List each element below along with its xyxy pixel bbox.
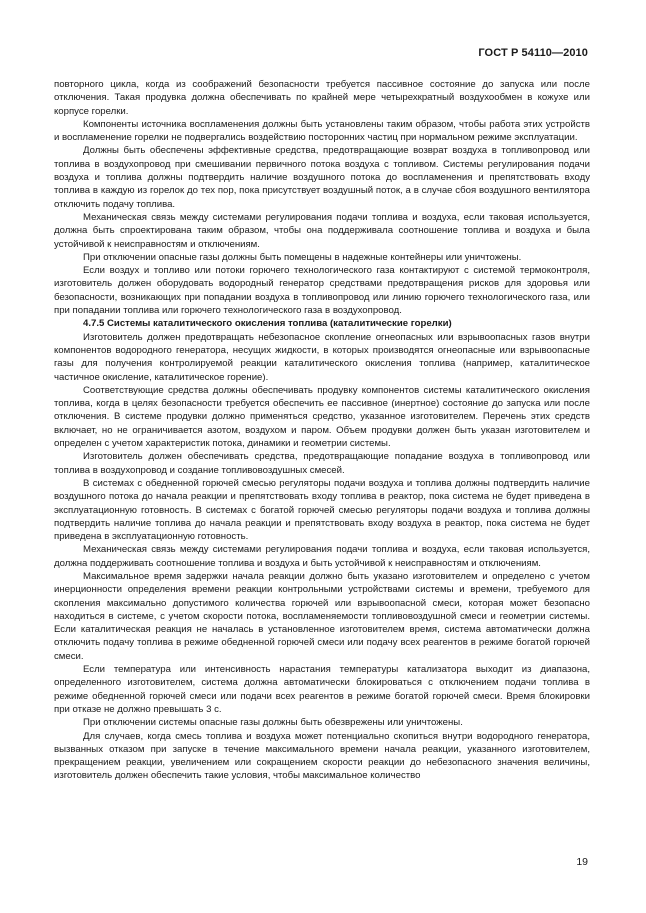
body-text xyxy=(54,78,590,783)
paragraph: Механическая связь между системами регулирования подачи топлива и воздуха, если таковая используется, должна быть спроектирована таким образом, чтобы она поддерживала соотношение топлива и воздуха и была устойчивой к неисправностям и отключениям. xyxy=(54,211,590,250)
paragraph: Механическая связь между системами регулирования подачи топлива и воздуха, если таковая используется, должна поддерживать соотношение топлива и воздуха и быть устойчивой к неисправностям и отключениям. xyxy=(54,544,590,569)
paragraph: При отключении системы опасные газы должны быть обезврежены или уничтожены. xyxy=(83,717,463,729)
paragraph: Если температура или интенсивность нарастания температуры катализатора выходит из диапазона, определенного изготовителем, система должна автоматически блокироваться с отключением подачи топлива в режиме обедненной горючей смеси или подачи всех реагентов в режиме богатой горючей смеси. Время блокировки при отказе не должно превышать 3 с. xyxy=(54,664,590,715)
paragraph: При отключении опасные газы должны быть помещены в надежные контейнеры или уничтожены. xyxy=(83,251,522,263)
standard-designation: ГОСТ Р 54110—2010 xyxy=(478,47,588,59)
paragraph: Для случаев, когда смесь топлива и воздуха может потенциально скопиться внутри водородного генератора, вызванных отказом при запуске в течение максимального времени начала реакции, указанного изготовителем, прекращением реакции, увеличением или сокращением скорости реакции до небезопасного значения величины, изготовитель должен обеспечить такие условия, чтобы максимальное количество xyxy=(54,730,590,782)
paragraph: Соответствующие средства должны обеспечивать продувку компонентов системы каталитического окисления топлива, когда в целях безопасности требуется обеспечить ее пассивное (инертное) состояние до запуска или после отключения. В системе продувки должно применяться средство, указанное изготовителем. Перечень этих средств включает, но не ограничивается азотом, воздухом и паром. Объем продувки должен быть указан изготовителем и определен с учетом характеристик потока, динамики и геометрии системы. xyxy=(54,384,590,450)
paragraph: повторного цикла, когда из соображений безопасности требуется пассивное состояние до запуска или после отключения. Такая продувка должна обеспечивать по крайней мере четырехкратный воздухообмен в кожухе или корпусе горелки. xyxy=(54,79,590,117)
paragraph: Компоненты источника воспламенения должны быть установлены таким образом, чтобы работа этих устройств и воспламенение горелки не подвергались воздействию посторонних частиц при нормальном режиме эксплуатации. xyxy=(54,118,590,144)
paragraph: Если воздух и топливо или потоки горючего технологического газа контактируют с системой термоконтроля, изготовитель должен оборудовать водородный генератор средствами предотвращения рисков для здоровья или безопасности, возникающих при попадании воздуха в топливопровод или линию горючего технологического газа, или при попадании топлива или горючего технологического газа в воздухопровод. xyxy=(54,265,590,317)
paragraph: Изготовитель должен предотвращать небезопасное скопление огнеопасных или взрывоопасных газов внутри компонентов водородного генератора, несущих жидкости, в которых производятся огнеопасные или взрывоопасные газы для получения контролируемой реакции каталитического окисления топлива (например, каталитическое частичное окисление, каталитическое горение). xyxy=(54,331,590,383)
paragraph: Должны быть обеспечены эффективные средства, предотвращающие возврат воздуха в топливопровод или топлива в воздухопровод при смешивании первичного потока воздуха с топливом. Системы регулирования подачи воздуха и топлива должны подтвердить наличие воздушного потока до воспламенения и препятствовать входу топлива в каждую из горелок до тех пор, пока присутствует воздушный поток, а в случае сбоя воздушного вентилятора отключить подачу топлива. xyxy=(54,145,590,210)
paragraph: Изготовитель должен обеспечивать средства, предотвращающие попадание воздуха в топливопровод или топлива в воздухопровод и создание топливовоздушных смесей. xyxy=(54,451,590,476)
paragraph: Максимальное время задержки начала реакции должно быть указано изготовителем и определено с учетом инерционности определения времени реакции контрольными устройствами системы и времени, требуемого для скопления максимально допустимого количества горючей или взрывоопасной смеси, которая может безопасно находиться в системе, с учетом скорости потока, воспламеняемости топливовоздушной смеси и геометрии системы. Если каталитическая реакция не началась в установленное изготовителем время, система автоматически должна отключить подачу топлива в режиме обедненной горючей смеси или подачу всех реагентов в режиме богатой горючей смеси. xyxy=(54,570,590,662)
paragraph: В системах с обедненной горючей смесью регуляторы подачи воздуха и топлива должны подтвердить наличие воздушного потока до начала реакции и препятствовать входу топлива в реактор, пока система не будет приведена в эксплуатационную готовность. В системах с богатой горючей смесью регуляторы подачи воздуха и топлива должны подтвердить наличие топлива до начала реакции и препятствовать входу воздуха в реактор, пока система не будет приведена в эксплуатационную готовность. xyxy=(54,477,590,543)
section-heading: 4.7.5 Системы каталитического окисления топлива (каталитические горелки) xyxy=(83,318,452,330)
page-number: 19 xyxy=(576,856,588,868)
